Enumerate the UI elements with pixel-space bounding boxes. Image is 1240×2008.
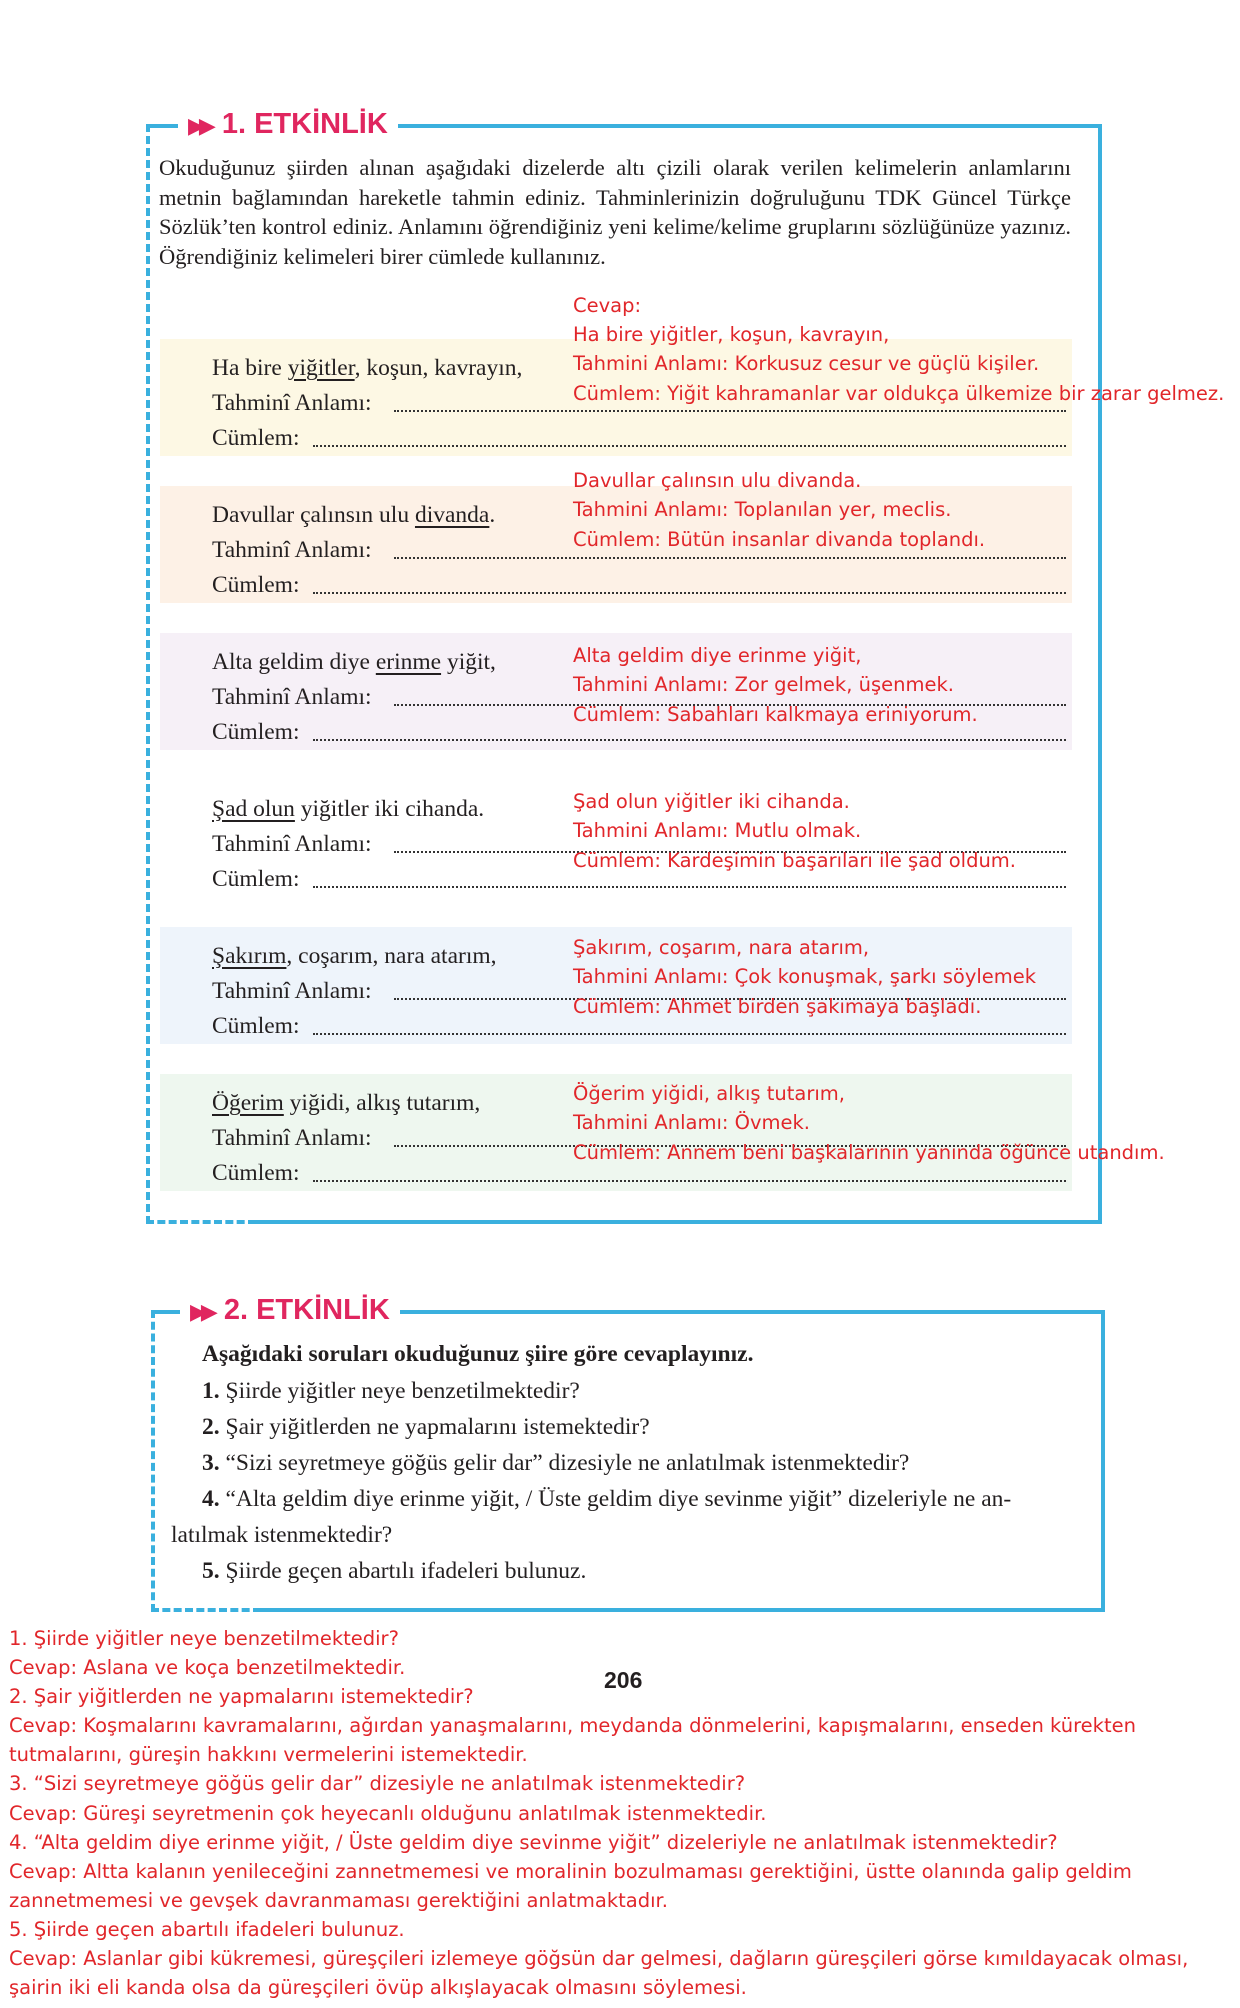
- activity2-title-text: 2. ETKİNLİK: [223, 1294, 390, 1326]
- sentence-blank[interactable]: [313, 1180, 1066, 1182]
- meaning-label: Tahminî Anlamı:: [212, 1125, 372, 1151]
- meaning-label: Tahminî Anlamı:: [212, 390, 372, 416]
- sentence-label: Cümlem:: [212, 719, 300, 745]
- answer-line: Cevap: Güreşi seyretmenin çok heyecanlı olduğunu anlatılmak istenmektedir.: [9, 1801, 767, 1825]
- verse-line: Şad olun yiğitler iki cihanda.: [212, 796, 485, 822]
- verse-row-1: [212, 351, 522, 456]
- verse-row-2: [212, 498, 495, 603]
- sentence-blank[interactable]: [313, 592, 1066, 594]
- meaning-blank[interactable]: [394, 557, 1066, 559]
- underlined-word: erinme: [375, 649, 442, 675]
- answer-line: 4. “Alta geldim diye erinme yiğit, / Üste geldim diye sevinme yiğit” dizeleriyle ne anlatılmak istenmektedir?: [9, 1830, 1058, 1854]
- question-4-cont: latılmak istenmektedir?: [171, 1522, 393, 1548]
- underlined-word: divanda: [414, 502, 490, 528]
- answer-line: 1. Şiirde yiğitler neye benzetilmektedir?: [9, 1627, 399, 1650]
- answer-block-4: Şad olun yiğitler iki cihanda. Tahmini Anlamı: Mutlu olmak. Cümlem: Kardeşimin başarıları ile şad oldum.: [573, 790, 1017, 872]
- activity2-title: [180, 1293, 400, 1329]
- answer-header: Cevap:: [573, 294, 642, 317]
- question-2: 2. Şair yiğitlerden ne yapmalarını istemektedir?: [202, 1414, 650, 1440]
- question-1: 1. Şiirde yiğitler neye benzetilmektedir?: [202, 1378, 580, 1404]
- meaning-label: Tahminî Anlamı:: [212, 684, 372, 710]
- question-3: 3. “Sizi seyretmeye göğüs gelir dar” dizesiyle ne anlatılmak istenmektedir?: [202, 1450, 910, 1476]
- sentence-blank[interactable]: [313, 1033, 1066, 1035]
- meaning-label: Tahminî Anlamı:: [212, 831, 372, 857]
- answer-line: Cevap: Aslana ve koça benzetilmektedir.: [9, 1656, 406, 1680]
- answer-block-2: Davullar çalınsın ulu divanda. Tahmini Anlamı: Toplanılan yer, meclis. Cümlem: Bütün insanlar divanda toplandı.: [573, 469, 986, 551]
- underlined-word: yiğitler: [287, 355, 355, 381]
- sentence-blank[interactable]: [313, 445, 1066, 447]
- verse-line: Davullar çalınsın ulu divanda.: [212, 502, 496, 528]
- sentence-label: Cümlem:: [212, 425, 300, 451]
- sentence-label: Cümlem:: [212, 866, 300, 892]
- answer-line: Cevap: Altta kalanın yenileceğini zannetmemesi ve moralinin bozulmaması gerektiğini, üstte olanında galip geldim: [9, 1859, 1132, 1883]
- activity2-frame-left: [151, 1310, 155, 1612]
- underlined-word: Şad olun: [212, 796, 295, 822]
- verse-line: Alta geldim diye erinme yiğit,: [212, 649, 496, 675]
- verse-row-5: [212, 939, 497, 1044]
- meaning-blank[interactable]: [394, 410, 1066, 412]
- verse-line: Şakırım, coşarım, nara atarım,: [212, 943, 497, 969]
- verse-row-3: [212, 645, 496, 750]
- activity2-frame-bottom: [151, 1608, 261, 1616]
- answer-line: Cevap: Aslanlar gibi kükremesi, güreşçileri izlemeye göğsün dar gelmesi, dağların güreşçileri görse kımıldayacak olması,: [9, 1947, 1189, 1971]
- answer-line: Cevap: Koşmalarını kavramalarını, ağırdan yanaşmalarını, meydanda dönmelerini, kapışmalarını, enseden kürekten: [9, 1714, 1136, 1738]
- bottom-answers: [9, 1624, 1229, 2002]
- underlined-word: Öğerim: [212, 1090, 284, 1116]
- meaning-label: Tahminî Anlamı:: [212, 537, 372, 563]
- answer-block-6: Öğerim yiğidi, alkış tutarım, Tahmini Anlamı: Övmek. Cümlem: Annem beni başkalarının yanında öğünce utandım.: [573, 1082, 1165, 1164]
- answer-block-5: Şakırım, coşarım, nara atarım, Tahmini Anlamı: Çok konuşmak, şarkı söylemek Cümlem: Ahmet birden şakımaya başladı.: [573, 936, 1037, 1018]
- sentence-label: Cümlem:: [212, 572, 300, 598]
- meaning-label: Tahminî Anlamı:: [212, 978, 372, 1004]
- sentence-label: Cümlem:: [212, 1013, 300, 1039]
- answer-line: tutmalarını, güreşin hakkını vermelerini istemektedir.: [9, 1743, 528, 1767]
- double-arrow-icon: ▶▶: [188, 113, 210, 138]
- activity1-frame-bottom: [146, 1220, 256, 1228]
- answer-line: zannetmemesi ve gevşek davranmaması gerektiğini anlatmaktadır.: [9, 1888, 668, 1912]
- activity1-frame-left: [146, 124, 150, 1224]
- question-4: 4. “Alta geldim diye erinme yiğit, / Üste geldim diye sevinme yiğit” dizeleriyle ne an-: [202, 1486, 1012, 1512]
- verse-line: Öğerim yiğidi, alkış tutarım,: [212, 1090, 481, 1116]
- answer-block-1: Ha bire yiğitler, koşun, kavrayın, Tahmini Anlamı: Korkusuz cesur ve güçlü kişiler. Cümlem: Yiğit kahramanlar var oldukça ülkemize bir zarar gelmez.: [573, 323, 1225, 405]
- sentence-blank[interactable]: [313, 739, 1066, 741]
- answer-line: 5. Şiirde geçen abartılı ifadeleri bulunuz.: [9, 1917, 405, 1941]
- answer-block-3: Alta geldim diye erinme yiğit, Tahmini Anlamı: Zor gelmek, üşenmek. Cümlem: Sabahları kalkmaya eriniyorum.: [573, 644, 978, 726]
- verse-line: Ha bire yiğitler, koşun, kavrayın,: [212, 355, 523, 381]
- page-number: 206: [604, 1667, 643, 1693]
- double-arrow-icon: ▶▶: [190, 1299, 212, 1324]
- sentence-blank[interactable]: [313, 886, 1066, 888]
- activity1-title-text: 1. ETKİNLİK: [221, 108, 388, 140]
- question-5: 5. Şiirde geçen abartılı ifadeleri bulunuz.: [202, 1558, 587, 1584]
- underlined-word: Şakırım: [212, 943, 287, 969]
- activity2-heading: Aşağıdaki soruları okuduğunuz şiire göre cevaplayınız.: [202, 1341, 754, 1367]
- answer-line: şairin iki eli kanda olsa da güreşçileri övüp alkışlayacak olmasını söylemesi.: [9, 1976, 747, 2000]
- verse-row-6: [212, 1086, 480, 1191]
- answer-line: 2. Şair yiğitlerden ne yapmalarını istemektedir?: [9, 1685, 474, 1709]
- activity1-title: [178, 107, 398, 143]
- activity1-intro: Okuduğunuz şiirden alınan aşağıdaki dizelerde altı çizili olarak verilen kelimelerin anlamlarını metnin bağlamından hareketle tahmin ediniz. Tahminlerinizin doğruluğunu TDK Güncel Türkçe Sözlük’ten kontrol ediniz. Anlamını öğrendiğiniz yeni kelime/kelime gruplarını sözlüğünüze yazınız. Öğrendiğiniz kelimeleri birer cümlede kullanınız.: [159, 155, 1071, 269]
- sentence-label: Cümlem:: [212, 1160, 300, 1186]
- answer-line: 3. “Sizi seyretmeye göğüs gelir dar” dizesiyle ne anlatılmak istenmektedir?: [9, 1772, 746, 1796]
- verse-row-4: [212, 792, 484, 897]
